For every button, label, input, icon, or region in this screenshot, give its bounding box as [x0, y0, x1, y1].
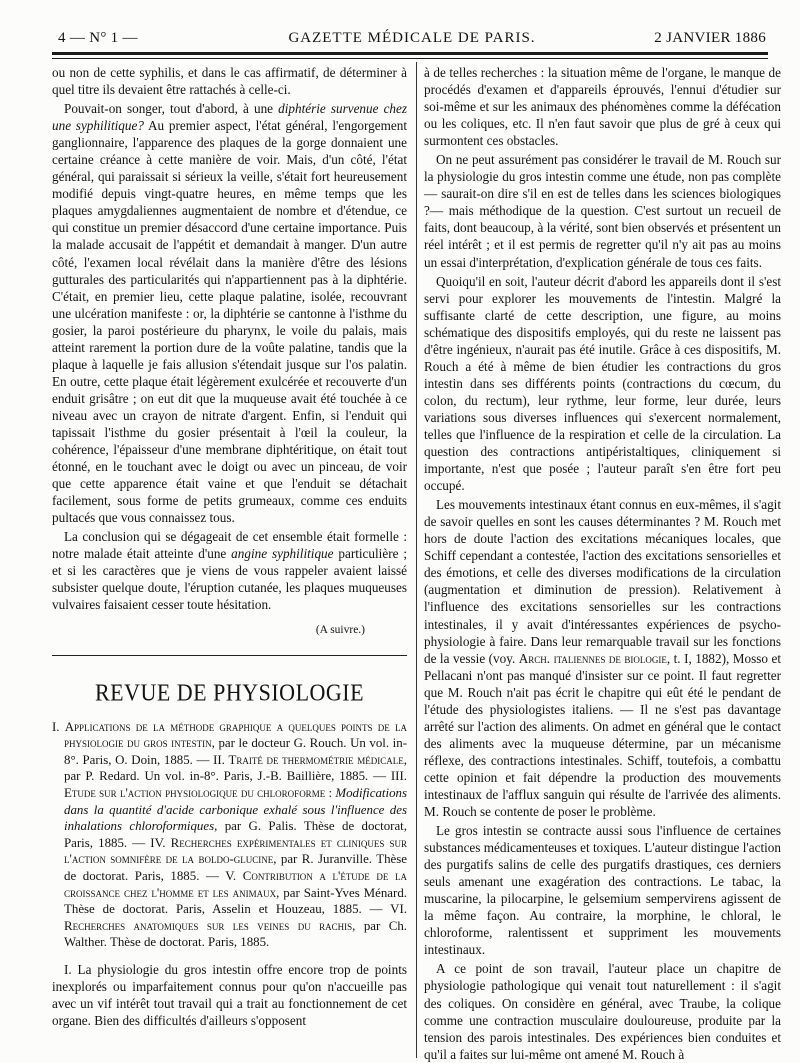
left-column: [52, 64, 407, 1029]
header-rule-thick: [52, 52, 768, 55]
right-paragraph-3: Quoiqu'il en soit, l'auteur décrit d'abord les appareils dont il s'est servi pour explorer les mouvements de l'intestin. Malgré la suffisante clarté de cette description, une figure, au moins schématique des dispositifs employés, qui du reste ne laissent pas d'être ingénieux, n'aurait pas été inutile. Grâce à ces dispositifs, M. Rouch a été à même de bien étudier les contractions du gros intestin dans ses différents points (contractions du cœcum, du colon, du rectum), leur rythme, leur forme, leur durée, leurs variations sous diverses influences qui s'exercent normalement, telles que l'influence de la respiration et celle de la circulation. La question des contractions antipéristaltiques, cliniquement si importante, n'est que posée ; l'auteur paraît s'en être fort peu occupé.: [424, 273, 781, 494]
issue-date: 2 JANVIER 1886: [654, 30, 766, 46]
to-be-continued: (A suivre.): [315, 623, 365, 636]
column-divider: [416, 62, 417, 1058]
right-paragraph-2: On ne peut assurément pas considérer le travail de M. Rouch sur la physiologie du gros intestin comme une étude, non pas complète — saurait-on dire s'il en est de telles dans les sciences biologiques ?— mais méthodique de la question. C'est surtout un recueil de faits, dont beaucoup, à la vérité, sont bien observés et présentent un réel intérêt ; et il est permis de regretter qu'il n'y ait pas au moins un essai d'interprétation, d'explication générale de tous ces faits.: [424, 152, 781, 270]
page-number: 4 — N° 1 —: [58, 30, 138, 46]
section-title: REVUE DE PHYSIOLOGIE: [94, 678, 365, 706]
section-separator: [52, 655, 407, 656]
right-column: [424, 64, 781, 1063]
right-paragraph-5: Le gros intestin se contracte aussi sous l'influence de certaines substances médicamenteuses et toxiques. L'auteur distingue l'action des purgatifs salins de celle des purgatifs drastiques, ces derniers seuls amenant une exagération des contractions. Le tabac, la muscarine, la pilocarpine, le gelsemium sempervirens agissent de la même façon. Au contraire, la morphine, le chloral, le chloroforme, ralentissent et suppriment les mouvements intestinaux.: [424, 823, 781, 958]
left-paragraph-4: I. La physiologie du gros intestin offre encore trop de points inexplorés ou imparfaitement connus pour qu'on n'accueille pas avec un vif intérêt tout travail qui a trait au fonctionnement de cet organe. Bien des difficultés d'ailleurs s'opposent: [52, 961, 407, 1029]
left-paragraph-1: ou non de cette syphilis, et dans le cas affirmatif, de déterminer à quel titre ils devaient être rattachés à celle-ci.: [52, 65, 407, 98]
header-rule-thin: [52, 58, 768, 59]
left-paragraph-3: La conclusion qui se dégageait de cet ensemble était formelle : notre malade était atteinte d'une angine syphilitique particulière ; et si les caractères que je viens de vous rappeler avaient laissé subsister quelque doute, l'éruption cutanée, les plaques muqueuses vulvaires faisaient cesser toute hésitation.: [52, 529, 407, 613]
left-paragraph-2: Pouvait-on songer, tout d'abord, à une diphtérie survenue chez une syphilitique? Au premier aspect, l'état général, l'engorgement ganglionnaire, l'apparence des plaques de la gorge donnaient une certaine créance à cette manière de voir. Mais, d'un côté, l'état général, qui paraissait si sérieux la veille, s'était fort heureusement modifié depuis vingt-quatre heures, en même temps que les plaques amygdaliennes augmentaient de nombre et d'étendue, ce qui constitue un premier désaccord d'une certaine importance. Puis la malade accusait de l'appétit et demandait à manger. D'un autre côté, l'examen local révélait dans la manière d'être des lésions gutturales des particularités qui n'appartiennent pas à la diphtérie. C'était, en premier lieu, cette plaque palatine, isolée, recouvrant une ulcération manifeste : or, la diphtérie se cantonne à l'isthme du gosier, la paroi postérieure du pharynx, le voile du palais, mais atteint rarement la portion dure de la voûte palatine, tandis que la plaque à laquelle je fais allusion s'étendait jusque sur l'os palatin. En outre, cette plaque était légèrement exulcérée et recouverte d'un enduit grisâtre ; on eut dit que la muqueuse avait été touchée à ce niveau avec un crayon de nitrate d'argent. Enfin, si l'enduit qui tapissait l'isthme du gosier présentait à l'œil la couleur, la cohérence, l'épaisseur d'une membrane diphtéritique, on était tout étonné, en le touchant avec le doigt ou avec un pinceau, de voir que cette apparence était vaine et que l'enduit se détachait facilement, sous forme de petits grumeaux, comme ces enduits pultacés que vous connaissez tous.: [52, 101, 407, 526]
bibliography-list: I. Applications de la méthode graphique a quelques points de la physiologie du gros intestin, par le docteur G. Rouch. Un vol. in-8°. Paris, O. Doin, 1885. — II. Traité de thermométrie médicale, par P. Redard. Un vol. in-8°. Paris, J.-B. Baillière, 1885. — III. Etude sur l'action physiologique du chloroforme : Modifications dans la quantité d'acide carbonique exhalé sous l'influence des inhalations chloroformiques, par G. Palis. Thèse de doctorat, Paris, 1885. — IV. Recherches expérimentales et cliniques sur l'action somnifère de la boldo-glucine, par R. Juranville. Thèse de doctorat. Paris, 1885. — V. Contribution a l'étude de la croissance chez l'homme et les animaux, par Saint-Yves Ménard. Thèse de doctorat. Paris, Asselin et Houzeau, 1885. — VI. Recherches anatomiques sur les veines du rachis, par Ch. Walther. Thèse de doctorat. Paris, 1885.: [52, 719, 407, 950]
right-paragraph-1: à de telles recherches : la situation même de l'organe, le manque de procédés d'examen et d'appareils éprouvés, l'ennui d'étudier sur soi-même et sur les animaux des phénomènes comme la défécation ou les coliques, etc. Il n'en faut savoir que plus de gré à ceux qui surmontent ces obstacles.: [424, 65, 781, 149]
running-head: [58, 30, 766, 52]
right-paragraph-6: A ce point de son travail, l'auteur place un chapitre de physiologie pathologique qui venait tout naturellement : il s'agit des coliques. On considère en général, avec Traube, la colique comme une contraction musculaire douloureuse, produite par la tension des parois intestinales. Des expériences bien conduites et qu'il a faites sur lui-même ont amené M. Rouch à: [424, 961, 781, 1062]
journal-title: GAZETTE MÉDICALE DE PARIS.: [288, 30, 536, 46]
right-paragraph-4: Les mouvements intestinaux étant connus en eux-mêmes, il s'agit de savoir quelles en sont les causes déterminantes ? M. Rouch met hors de doute l'action des excitations mécaniques locales, que Schiff cependant a contestée, l'action des excitations sensorielles et des émotions, et celle des diverses modifications de la circulation (augmentation et diminution de pression). Relativement à l'influence des excitations sensorielles sur les contractions intestinales, il y avait d'intéressantes expériences de psycho-physiologie à faire. Dans leur remarquable travail sur les fonctions de la vessie (voy. Arch. italiennes de biologie, t. I, 1882), Mosso et Pellacani n'ont pas manqué d'insister sur ce point. Il faut regretter que M. Rouch n'ait pas écrit le chapitre qui eût été le pendant de l'étude des physiologistes italiens. — Il ne s'est pas davantage arrêté sur l'action des aliments. On admet en général que le contact des aliments avec la muqueuse détermine, par un mécanisme réflexe, des contractions intestinales. Schiff, toutefois, a combattu cette opinion et fait dépendre la production des mouvements intestinaux de l'afflux sanguin qui résulte de l'arrivée des aliments. M. Rouch se contente de poser le problème.: [424, 497, 781, 820]
